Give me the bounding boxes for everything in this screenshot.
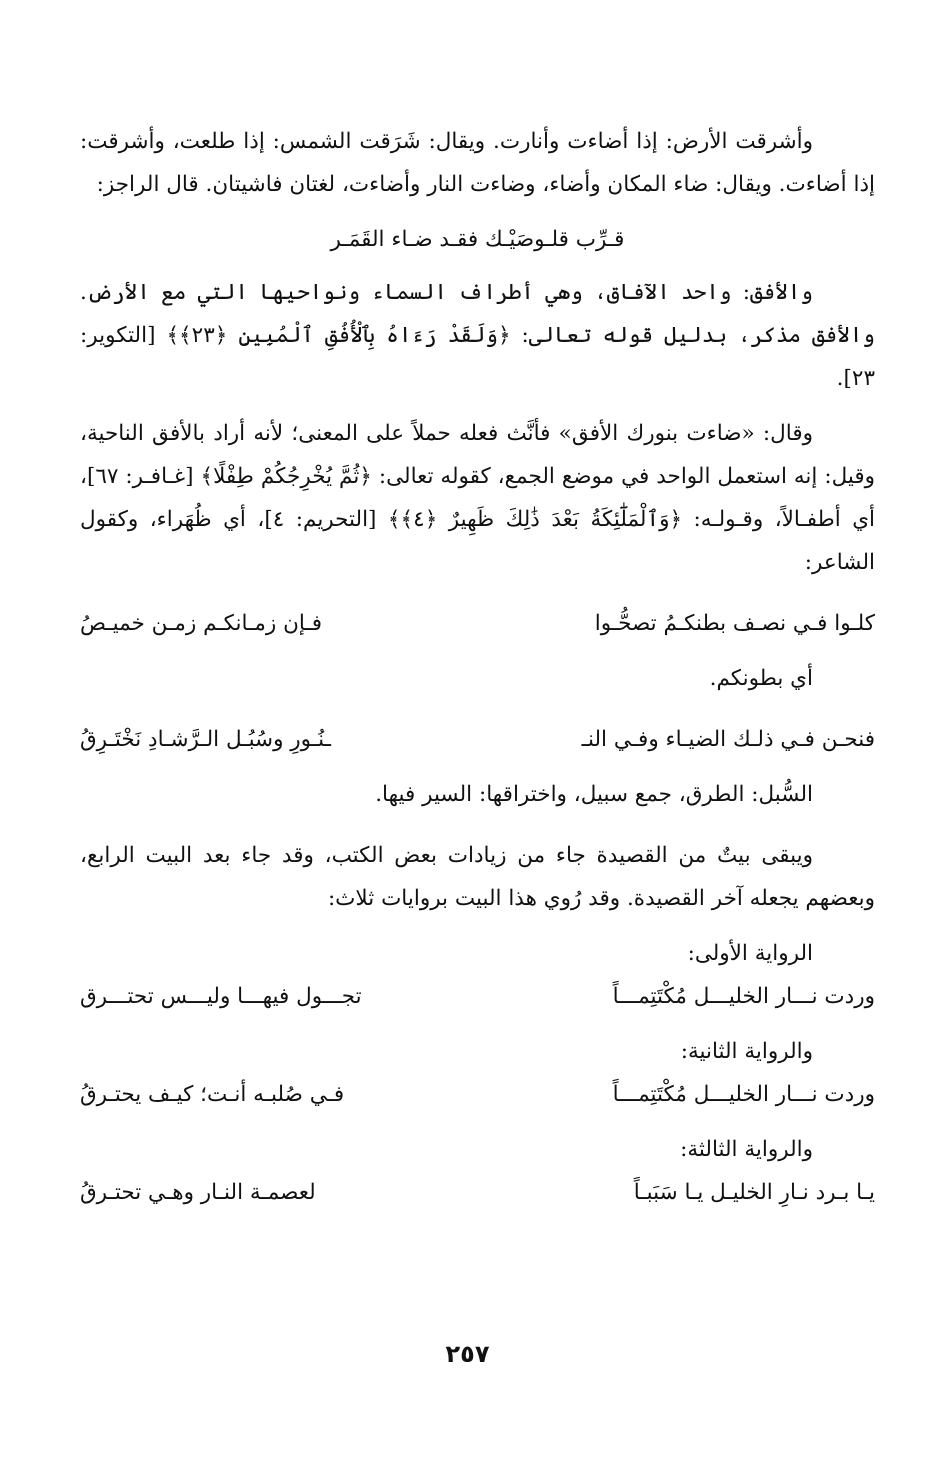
- verse-first-hemistich: وردت نـــار الخليـــل مُكْتَتِمـــاً: [612, 984, 875, 1009]
- verse-second-hemistich: لعصمـة النـار وهـي تحتـرقُ: [80, 1180, 316, 1205]
- riwaya-second-label: والرواية الثانية:: [680, 1039, 813, 1064]
- verse-riwaya-first: [80, 975, 875, 1018]
- verse-second-hemistich: تجـــول فيهـــا وليـــس تحتـــرق: [80, 984, 362, 1009]
- verse-second-hemistich: فـي صُلبـه أنـت؛ كيـف يحتـرقُ: [80, 1082, 345, 1107]
- paragraph-subul: السُّبل: الطرق، جمع سبيل، واختراقها: السير فيها.: [375, 782, 813, 807]
- verse-first-hemistich: وردت نـــار الخليـــل مُكْتَتِمـــاً: [612, 1082, 875, 1107]
- verse-kulu: [80, 602, 875, 645]
- verse-first-hemistich: فنحـن فـي ذلـك الضيـاء وفـي النـ: [581, 727, 875, 752]
- page-number: ٢٥٧: [445, 1340, 490, 1368]
- paragraph-ashraqat: وأشرقت الأرض: إذا أضاءت وأنارت. ويقال: شَرَقت الشمس: إذا طلعت، وأشرقت: إذا أضاءت. ويقال: ضاء المكان وأضاء، وضاءت النار وأضاءت، لغتان فاشيتان. قال الراجز:: [80, 129, 875, 197]
- verse-second-hemistich: ـنُـورِ وسُبُـل الـرَّشـادِ نَخْتَـرِقُ: [80, 727, 331, 752]
- paragraph-ufuq: والأفق: واحد الآفاق، وهي أطراف السماء ونواحيها التي مع الأرض. والأفق مذكر، بدليل قوله تعالى: ﴿وَلَقَدْ رَءَاهُ بِٱلْأُفُقِ ٱلْمُبِينِ ﴿٢٣﴾﴾ [التكوير: ٢٣].: [80, 280, 875, 391]
- verse-first-hemistich: كلـوا فـي نصـف بطنكـمُ تصحُّـوا: [594, 611, 875, 636]
- verse-nahnu: [80, 718, 875, 761]
- page-body: [80, 120, 875, 1214]
- riwaya-third-label: والرواية الثالثة:: [680, 1137, 813, 1162]
- verse-riwaya-second: [80, 1073, 875, 1116]
- verse-second-hemistich: فـإن زمـانكـم زمـن خميـصُ: [80, 611, 323, 636]
- verse-first-hemistich: يـا بـرد نـارِ الخليـل يـا سَبَبـاً: [633, 1180, 875, 1205]
- paragraph-yabqa: ويبقى بيتٌ من القصيدة جاء من زيادات بعض الكتب، وقد جاء بعد البيت الرابع، وبعضهم يجعله آخر القصيدة. وقد رُوي هذا البيت بروايات ثلاث:: [80, 843, 875, 911]
- riwaya-first-label: الرواية الأولى:: [687, 941, 813, 966]
- paragraph-qal: وقال: «ضاءت بنورك الأفق» فأنَّث فعله حملاً على المعنى؛ لأنه أراد بالأفق الناحية، وقيل: إنه استعمل الواحد في موضع الجمع، كقوله تعالى: ﴿ثُمَّ يُخْرِجُكُمْ طِفْلًا﴾ [غـافـر: ٦٧]، أي أطفـالاً، وقـولـه: ﴿وَٱلْمَلَٰٓئِكَةُ بَعْدَ ذَٰلِكَ ظَهِيرٌ ﴿٤﴾﴾ [التحريم: ٤]، أي ظُهَراء، وكقول الشاعر:: [80, 421, 875, 575]
- note-bellies: أي بطونكم.: [709, 666, 813, 691]
- rajaz-verse: قـرِّب قلـوصَيْـك فقـد ضـاء القَمَـر: [330, 227, 625, 252]
- verse-riwaya-third: [80, 1171, 875, 1214]
